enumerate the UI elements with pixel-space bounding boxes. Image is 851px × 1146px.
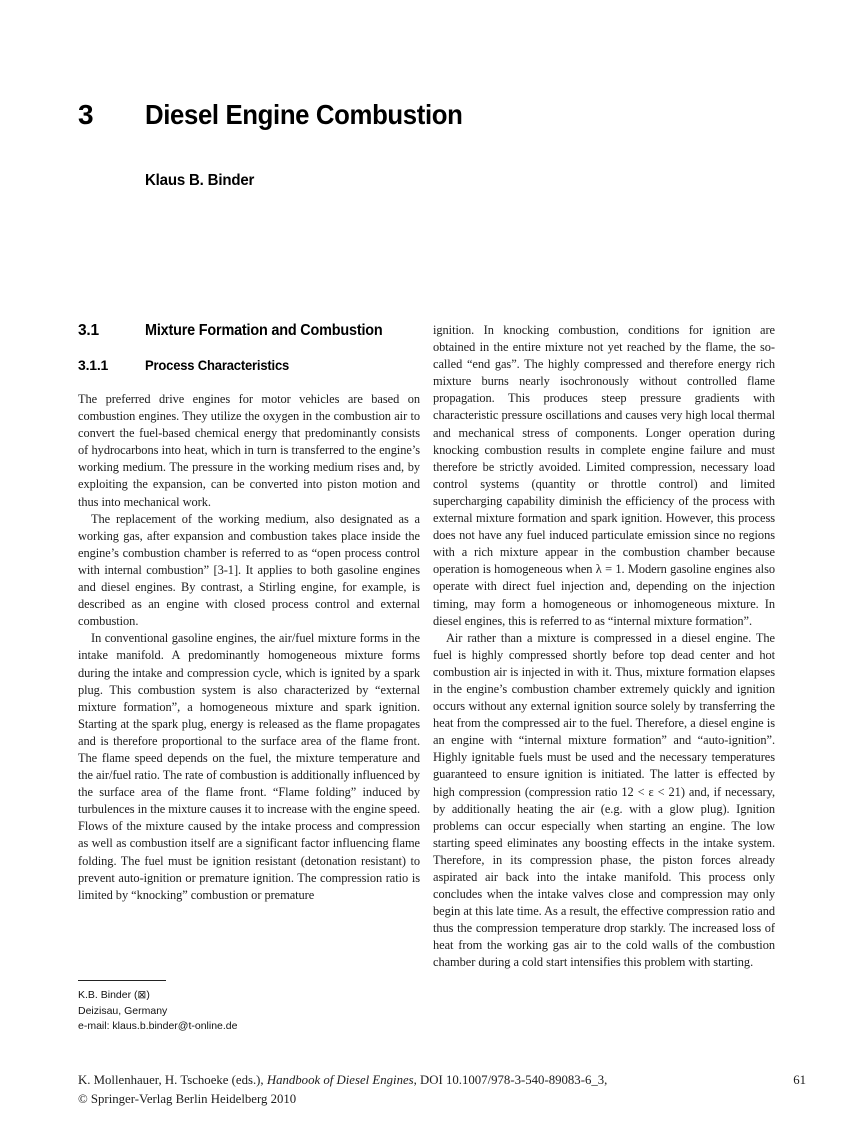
- section-heading-3-1: [78, 322, 420, 340]
- page-number: 61: [793, 1073, 806, 1087]
- footnote-author: K.B. Binder (⊠): [78, 989, 150, 1001]
- chapter-author: [145, 172, 261, 190]
- footnote-location: Deizisau, Germany: [78, 1004, 168, 1017]
- footer-copyright: © Springer-Verlag Berlin Heidelberg 2010: [78, 1092, 297, 1106]
- footer-citation-line: [78, 1071, 806, 1090]
- footer-book-title: Handbook of Diesel Engines: [266, 1073, 414, 1087]
- page-footer: [78, 1071, 806, 1109]
- section-heading-3-1-1: [78, 357, 420, 373]
- chapter-number: 3: [78, 99, 94, 130]
- chapter-author-name: Klaus B. Binder: [145, 172, 255, 189]
- section-number: 3.1: [78, 322, 99, 339]
- subsection-number: 3.1.1: [78, 357, 109, 373]
- body-paragraph: ignition. In knocking combustion, conditions for ignition are obtained in the entire mixture not yet reached by the flame, the so-called “end gas”. The highly compressed and therefore energy rich mixture burns nearly isochronously without controlled flame propagation. This produces steep pressure gradients with characteristic pressure oscillations and causes very high local thermal and mechanical stress of components. Longer operation during knocking combustion results in complete engine failure and must therefore be strictly avoided. Limited compression, necessary load control systems (quantity or throttle control) and limited supercharging capability diminish the efficiency of the process with external mixture formation and spark ignition. However, this process does not have any fuel induced particulate emission since no regions with a rich mixture appear in the combustion chamber because operation is homogeneous when λ = 1. Modern gasoline engines also operate with direct fuel injection and, depending on the injection timing, may form a homogeneous or inhomogeneous mixture. In diesel engines, this is referred to as “internal mixture formation”.: [433, 323, 775, 628]
- body-paragraph: Air rather than a mixture is compressed in a diesel engine. The fuel is highly compressed shortly before top dead center and hot combustion air is injected in with it. Thus, mixture formation elapses in the engine’s combustion chamber extremely quickly and ignition occurs without any external ignition source solely by transferring the heat from the compressed air to the fuel. Therefore, a diesel engine is an engine with “internal mixture formation” and “auto-ignition”. Highly ignitable fuels must be used and the necessary temperatures guaranteed to ensure ignition is initiated. The latter is effected by high compression (compression ratio 12 < ε < 21) and, if necessary, by additionally heating the air (e.g. with a glow plug). Ignition problems can occur especially when starting an engine. The low starting speed eliminates any boosting effects in the intake system. Therefore, in its compression phase, the piston forces already aspirated air back into the intake manifold. This process only concludes when the intake valves close and compression may only begin at this late time. As a result, the effective compression ratio and thus the compression temperature drop starkly. The increased loss of heat from the working gas air to the cold walls of the combustion chamber during a cold start intensifies this problem with starting.: [433, 630, 775, 970]
- section-title: Mixture Formation and Combustion: [145, 322, 383, 339]
- footer-editors: K. Mollenhauer, H. Tschoeke (eds.),: [78, 1073, 267, 1087]
- left-column: [78, 322, 420, 1070]
- right-column: [433, 322, 775, 1070]
- footer-doi: , DOI 10.1007/978-3-540-89083-6_3,: [413, 1073, 608, 1087]
- chapter-title: Diesel Engine Combustion: [145, 99, 463, 130]
- chapter-heading: [78, 99, 490, 131]
- footnote-rule: [78, 980, 166, 981]
- two-column-body: [78, 322, 775, 1070]
- corresponding-author-footnote: [78, 980, 378, 1035]
- footnote-email: e-mail: klaus.b.binder@t-online.de: [78, 1020, 238, 1032]
- body-paragraph: The replacement of the working medium, also designated as a working gas, after expansion and combustion takes place inside the engine’s combustion chamber is referred to as “open process control with internal combustion” [3-1]. It applies to both gasoline engines and diesel engines. By contrast, a Stirling engine, for example, is described as an engine with closed process control and external combustion.: [78, 511, 420, 629]
- body-paragraph: The preferred drive engines for motor vehicles are based on combustion engines. They utilize the oxygen in the combustion air to convert the fuel-based chemical energy that predominantly consists of hydrocarbons into heat, which in turn is transferred to the engine’s working medium. The pressure in the working medium rises and, by exploiting the expansion, can be converted into piston motion and thus into mechanical work.: [78, 392, 420, 509]
- subsection-title: Process Characteristics: [145, 357, 290, 373]
- body-paragraph: In conventional gasoline engines, the air/fuel mixture forms in the intake manifold. A predominantly homogeneous mixture forms during the intake and compression cycle, which is ignited by a spark plug. This combustion system is also characterized by “external mixture formation”, a homogeneous mixture and spark ignition. Starting at the spark plug, energy is released as the flame propagates and is therefore proportional to the surface area of the flame front. The flame speed depends on the fuel, the mixture temperature and the air/fuel ratio. The rate of combustion is additionally influenced by the surface area of the flame front. “Flame folding” induced by turbulences in the mixture causes it to increase with the engine speed. Flows of the mixture caused by the intake process and compression as well as combustion itself are a significant factor influencing flame folding. The fuel must be ignition resistant (detonation resistant) to prevent auto-ignition or premature ignition. The compression ratio is limited by “knocking” combustion or premature: [78, 631, 420, 902]
